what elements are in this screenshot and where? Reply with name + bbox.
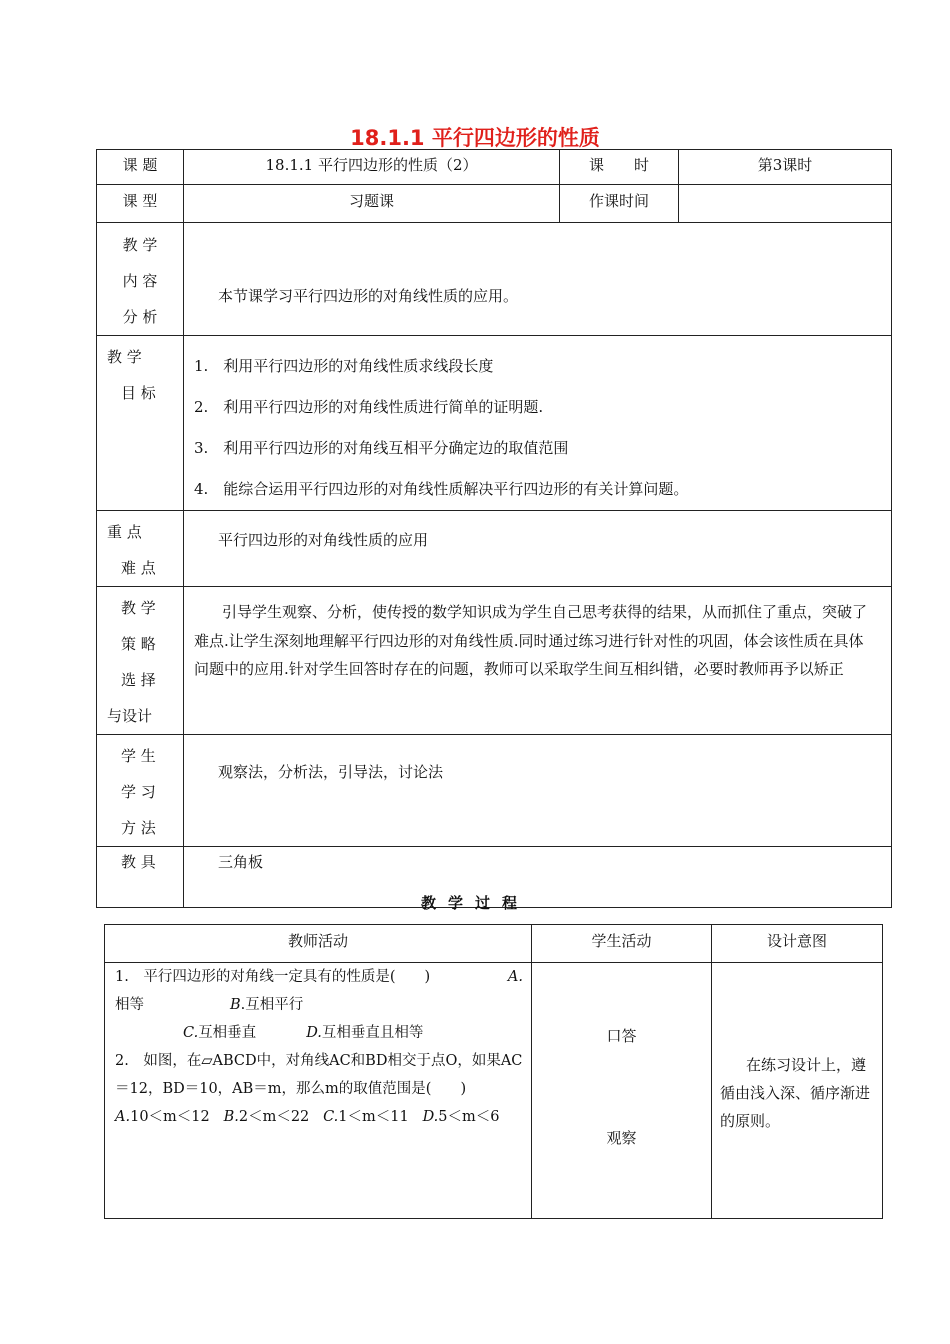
goal-item: 1. 利用平行四边形的对角线性质求线段长度	[194, 357, 494, 375]
header-teacher: 教师活动	[105, 925, 532, 963]
goal-item: 4. 能综合运用平行四边形的对角线性质解决平行四边形的有关计算问题。	[194, 480, 689, 498]
tools-label: 教 具	[97, 847, 184, 908]
period-value: 第3课时	[679, 150, 892, 185]
tools-text: 三角板	[184, 847, 892, 908]
teacher-activity: 1. 平行四边形的对角线一定具有的性质是( ) A. 相等 B.互相平行 C.互相垂直 D.互相垂直且相等 2. 如图，在▱ABCD中，对角线AC和BD相交于点O，如果AC＝12，BD＝10，AB＝m，那么m的取值范围是( ) A.10＜m＜12 B.2＜m＜22 C.1＜m＜11 D.5＜m＜6	[105, 963, 532, 1219]
goal-item: 3. 利用平行四边形的对角线互相平分确定边的取值范围	[194, 439, 569, 457]
header-student: 学生活动	[532, 925, 712, 963]
type-value: 习题课	[184, 185, 560, 223]
strategy-label: 教 学 策 略 选 择 与设计	[97, 587, 184, 735]
process-heading: 教学过程	[420, 894, 529, 912]
method-label: 学 生 学 习 方 法	[97, 735, 184, 847]
topic-value: 18.1.1 平行四边形的性质（2）	[184, 150, 560, 185]
period-label: 课 时	[560, 150, 679, 185]
key-text: 平行四边形的对角线性质的应用	[184, 511, 892, 587]
process-table	[104, 924, 883, 1219]
lesson-info-table	[96, 149, 892, 908]
method-text: 观察法，分析法，引导法，讨论法	[184, 735, 892, 847]
design-intent: 在练习设计上，遵循由浅入深、循序渐进的原则。	[712, 963, 883, 1219]
student-activity: 口答 观察	[532, 963, 712, 1219]
strategy-text: 引导学生观察、分析，使传授的数学知识成为学生自己思考获得的结果，从而抓住了重点，突破了难点.让学生深刻地理解平行四边形的对角线性质.同时通过练习进行针对性的巩固，体会该性质在具体问题中的应用.针对学生回答时存在的问题，教师可以采取学生间互相纠错，必要时教师再予以矫正	[184, 587, 892, 735]
content-label: 教 学 内 容 分 析	[97, 223, 184, 336]
key-label: 重 点 难 点	[97, 511, 184, 587]
content-text: 本节课学习平行四边形的对角线性质的应用。	[184, 223, 892, 336]
goal-item: 2. 利用平行四边形的对角线性质进行简单的证明题.	[194, 398, 544, 416]
goals-list	[184, 336, 892, 511]
page-title: 18.1.1 平行四边形的性质	[350, 126, 600, 150]
time-value	[679, 185, 892, 223]
header-intent: 设计意图	[712, 925, 883, 963]
type-label: 课 型	[97, 185, 184, 223]
time-label: 作课时间	[560, 185, 679, 223]
topic-label: 课 题	[97, 150, 184, 185]
goals-label: 教 学 目 标	[97, 336, 184, 511]
